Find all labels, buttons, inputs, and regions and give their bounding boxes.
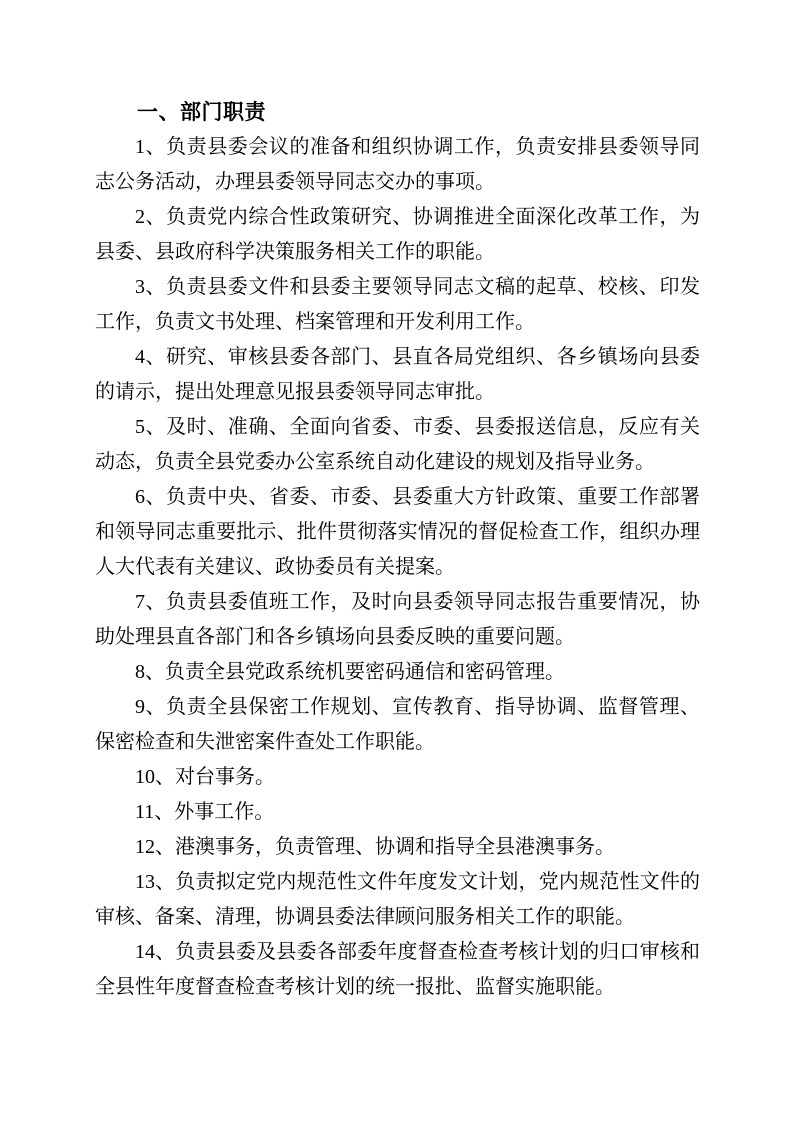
- responsibility-item-2: 2、负责党内综合性政策研究、协调推进全面深化改革工作，为县委、县政府科学决策服务相关工作的职能。: [95, 206, 700, 263]
- section-heading: 一、部门职责: [137, 101, 266, 124]
- responsibility-item-13: 13、负责拟定党内规范性文件年度发文计划，党内规范性文件的审核、备案、清理，协调县委法律顾问服务相关工作的职能。: [95, 871, 700, 928]
- responsibility-item-12: 12、港澳事务，负责管理、协调和指导全县港澳事务。: [135, 836, 615, 858]
- responsibility-item-14: 14、负责县委及县委各部委年度督查检查考核计划的归口审核和全县性年度督查检查考核计划的统一报批、监督实施职能。: [95, 941, 700, 998]
- responsibility-item-8: 8、负责全县党政系统机要密码通信和密码管理。: [135, 661, 565, 683]
- responsibility-item-10: 10、对台事务。: [135, 766, 275, 788]
- responsibility-item-6: 6、负责中央、省委、市委、县委重大方针政策、重要工作部署和领导同志重要批示、批件贯彻落实情况的督促检查工作，组织办理人大代表有关建议、政协委员有关提案。: [95, 486, 700, 578]
- responsibility-item-1: 1、负责县委会议的准备和组织协调工作，负责安排县委领导同志公务活动，办理县委领导同志交办的事项。: [95, 136, 700, 193]
- responsibility-item-7: 7、负责县委值班工作，及时向县委领导同志报告重要情况，协助处理县直各部门和各乡镇场向县委反映的重要问题。: [95, 591, 700, 648]
- responsibility-item-5: 5、及时、准确、全面向省委、市委、县委报送信息，反应有关动态，负责全县党委办公室系统自动化建设的规划及指导业务。: [95, 416, 700, 473]
- responsibility-item-4: 4、研究、审核县委各部门、县直各局党组织、各乡镇场向县委的请示，提出处理意见报县委领导同志审批。: [95, 346, 700, 403]
- responsibility-item-9: 9、负责全县保密工作规划、宣传教育、指导协调、监督管理、保密检查和失泄密案件查处工作职能。: [95, 696, 700, 753]
- responsibility-item-3: 3、负责县委文件和县委主要领导同志文稿的起草、校核、印发工作，负责文书处理、档案管理和开发利用工作。: [95, 276, 700, 333]
- responsibility-item-11: 11、外事工作。: [135, 801, 275, 823]
